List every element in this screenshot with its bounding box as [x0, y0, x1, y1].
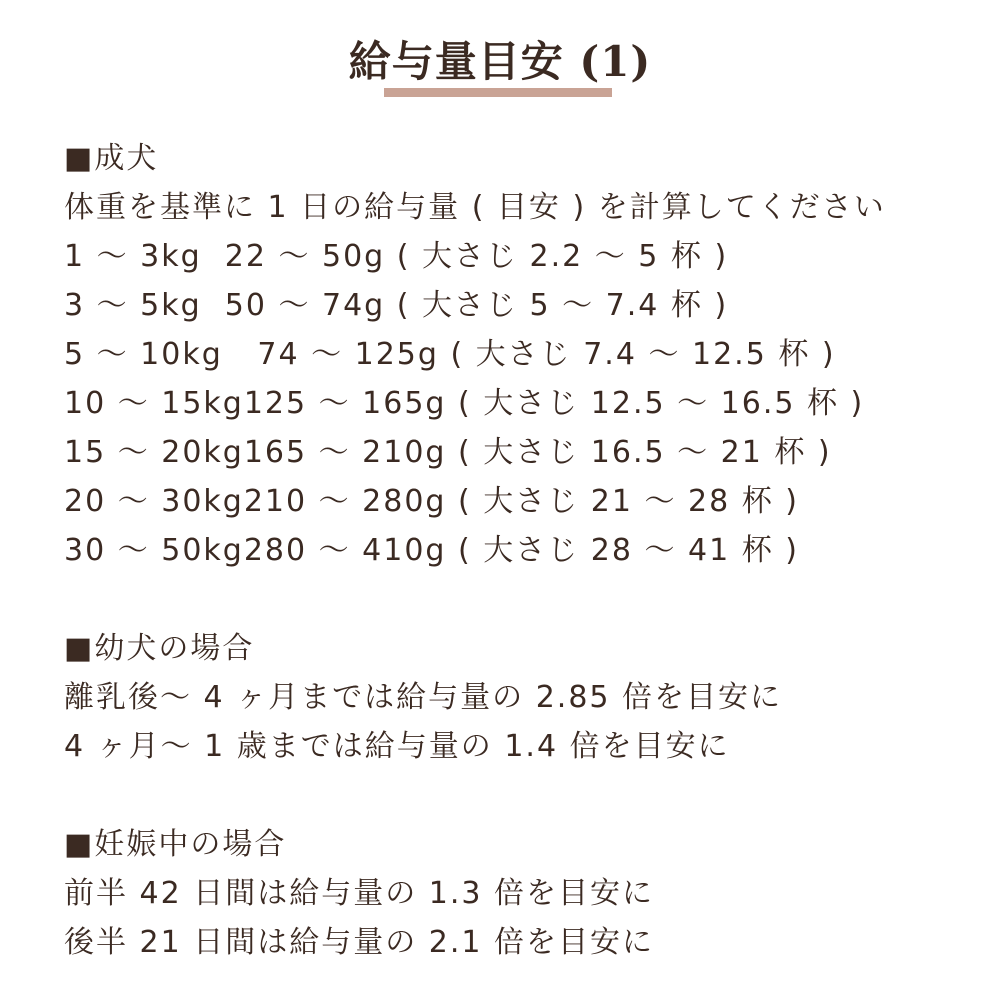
text-line: 後半 21 日間は給与量の 2.1 倍を目安に — [64, 925, 655, 960]
text-line: 体重を基準に 1 日の給与量 ( 目安 ) を計算してください — [64, 190, 886, 225]
text-line: 離乳後～ 4 ヶ月までは給与量の 2.85 倍を目安に — [64, 680, 783, 715]
section-pregnancy — [64, 820, 984, 967]
feeding-row: 1 ～ 3kg 22 ～ 50g ( 大さじ 2.2 ～ 5 杯 ) — [64, 239, 729, 274]
feeding-row: 15 ～ 20kg165 ～ 210g ( 大さじ 16.5 ～ 21 杯 ) — [64, 435, 832, 470]
page-title: 給与量目安 (1) — [348, 37, 652, 86]
content — [64, 134, 984, 967]
section-puppy — [64, 624, 984, 771]
feeding-row: 10 ～ 15kg125 ～ 165g ( 大さじ 12.5 ～ 16.5 杯 ) — [64, 386, 865, 421]
section-heading: ■妊娠中の場合 — [64, 827, 287, 862]
feeding-row: 30 ～ 50kg280 ～ 410g ( 大さじ 28 ～ 41 杯 ) — [64, 533, 799, 568]
feeding-row: 3 ～ 5kg 50 ～ 74g ( 大さじ 5 ～ 7.4 杯 ) — [64, 288, 729, 323]
section-heading: ■幼犬の場合 — [64, 631, 255, 666]
title-area — [0, 30, 1000, 100]
section-heading: ■成犬 — [64, 141, 159, 176]
text-line: 4 ヶ月～ 1 歳までは給与量の 1.4 倍を目安に — [64, 729, 730, 764]
feeding-row: 5 ～ 10kg 74 ～ 125g ( 大さじ 7.4 ～ 12.5 杯 ) — [64, 337, 836, 372]
section-adult-dog — [64, 134, 984, 575]
spacer — [64, 771, 984, 820]
spacer — [64, 575, 984, 624]
feeding-row: 20 ～ 30kg210 ～ 280g ( 大さじ 21 ～ 28 杯 ) — [64, 484, 799, 519]
text-line: 前半 42 日間は給与量の 1.3 倍を目安に — [64, 876, 655, 911]
